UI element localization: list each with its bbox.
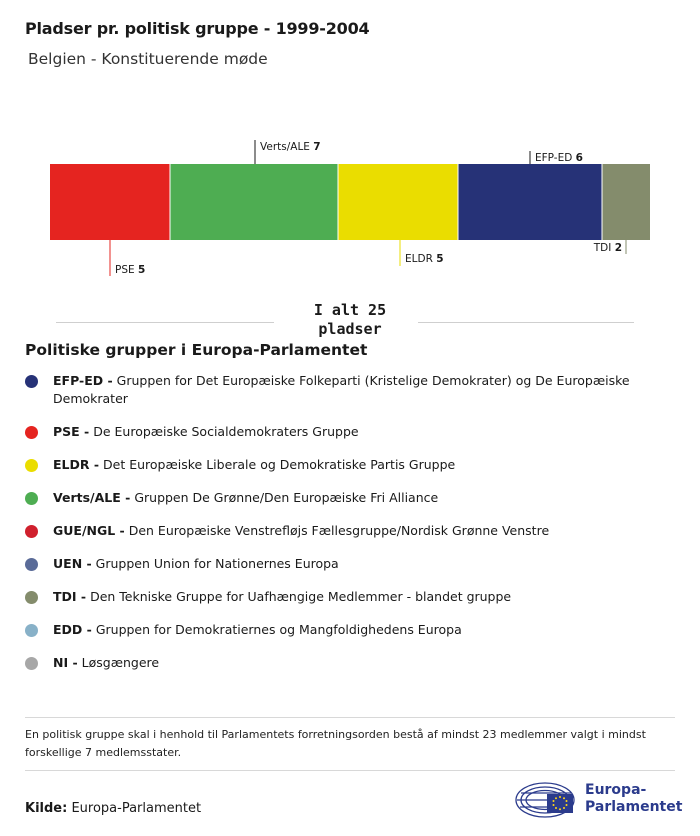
bar-label-name: TDI <box>593 242 615 254</box>
legend-list <box>25 372 655 687</box>
bar-segment-tdi <box>602 164 650 240</box>
source-line <box>25 801 201 816</box>
legend-color-dot <box>25 492 38 505</box>
total-seats-label: I alt 25 pladser <box>313 301 387 338</box>
legend-item <box>25 654 655 672</box>
legend-abbr: TDI - <box>53 589 87 604</box>
bar-label-value: 7 <box>313 141 321 153</box>
legend-color-dot <box>25 426 38 439</box>
footnote-divider-top <box>25 717 675 718</box>
legend-item <box>25 555 655 573</box>
legend-item <box>25 522 655 540</box>
legend-item <box>25 489 655 507</box>
legend-description: De Europæiske Socialdemokraters Gruppe <box>89 424 359 439</box>
legend-color-dot <box>25 525 38 538</box>
bar-label <box>115 264 145 276</box>
legend-color-dot <box>25 624 38 637</box>
bar-label <box>535 152 583 164</box>
bar-label <box>260 141 321 153</box>
legend-color-dot <box>25 657 38 670</box>
legend-abbr: EFP-ED - <box>53 373 113 388</box>
legend-color-dot <box>25 591 38 604</box>
bar-label <box>405 253 444 265</box>
bar-segment-pse <box>50 164 170 240</box>
logo-wordmark <box>585 782 682 816</box>
legend-color-dot <box>25 459 38 472</box>
bar-label <box>593 242 622 254</box>
legend-abbr: Verts/ALE - <box>53 490 131 505</box>
logo-line-2: Parlamentet <box>585 799 683 815</box>
source-value: Europa-Parlamentet <box>71 801 202 816</box>
legend-abbr: ELDR - <box>53 457 100 472</box>
legend-heading: Politiske grupper i Europa-Parlamentet <box>25 341 368 359</box>
footnote-divider-bottom <box>25 770 675 771</box>
legend-item <box>25 456 655 474</box>
legend-abbr: GUE/NGL - <box>53 523 125 538</box>
bar-segment-eldr <box>338 164 458 240</box>
legend-item <box>25 621 655 639</box>
bar-segment-efped <box>458 164 602 240</box>
legend-description: Den Tekniske Gruppe for Uafhængige Medlemmer - blandet gruppe <box>86 589 512 604</box>
logo-line-1: Europa- <box>585 782 647 798</box>
legend-description: Gruppen De Grønne/Den Europæiske Fri Alliance <box>130 490 439 505</box>
legend-description: Gruppen for Det Europæiske Folkeparti (Kristelige Demokrater) og De Europæiske Demokrater <box>53 373 630 406</box>
bar-label-value: 2 <box>614 242 622 254</box>
legend-abbr: EDD - <box>53 622 92 637</box>
bar-label-value: 5 <box>436 253 444 265</box>
total-divider-left <box>56 322 274 323</box>
stacked-bar-chart <box>0 130 700 290</box>
bar-label-value: 5 <box>137 264 146 276</box>
legend-item <box>25 588 655 606</box>
footnote: En politisk gruppe skal i henhold til Parlamentets forretningsorden bestå af mindst 23 medlemmer valgt i mindst forskellige 7 medlemsstater. <box>25 728 646 759</box>
legend-color-dot <box>25 375 38 388</box>
legend-item <box>25 423 655 441</box>
source-label: Kilde: <box>25 801 68 816</box>
legend-description: Det Europæiske Liberale og Demokratiske Partis Gruppe <box>99 457 456 472</box>
legend-abbr: PSE - <box>53 424 90 439</box>
bar-label-name: ELDR <box>405 253 437 265</box>
bar-segment-vertsale <box>170 164 338 240</box>
legend-description: Den Europæiske Venstrefløjs Fællesgruppe/Nordisk Grønne Venstre <box>124 523 550 538</box>
legend-item <box>25 372 655 408</box>
bar-label-name: Verts/ALE <box>260 141 314 153</box>
legend-description: Gruppen for Demokratiernes og Mangfoldighedens Europa <box>91 622 462 637</box>
european-parliament-logo-icon <box>515 780 579 820</box>
bar-label-value: 6 <box>575 152 583 164</box>
legend-color-dot <box>25 558 38 571</box>
chart-subtitle: Belgien - Konstituerende møde <box>28 50 268 68</box>
total-divider-right <box>418 322 634 323</box>
chart-title: Pladser pr. politisk gruppe - 1999-2004 <box>25 19 370 38</box>
legend-description: Gruppen Union for Nationernes Europa <box>91 556 339 571</box>
bar-label-name: EFP-ED <box>535 152 576 164</box>
legend-description: Løsgængere <box>77 655 160 670</box>
european-parliament-logo <box>515 780 685 820</box>
legend-abbr: NI - <box>53 655 78 670</box>
bar-label-name: PSE <box>115 264 138 276</box>
legend-abbr: UEN - <box>53 556 92 571</box>
